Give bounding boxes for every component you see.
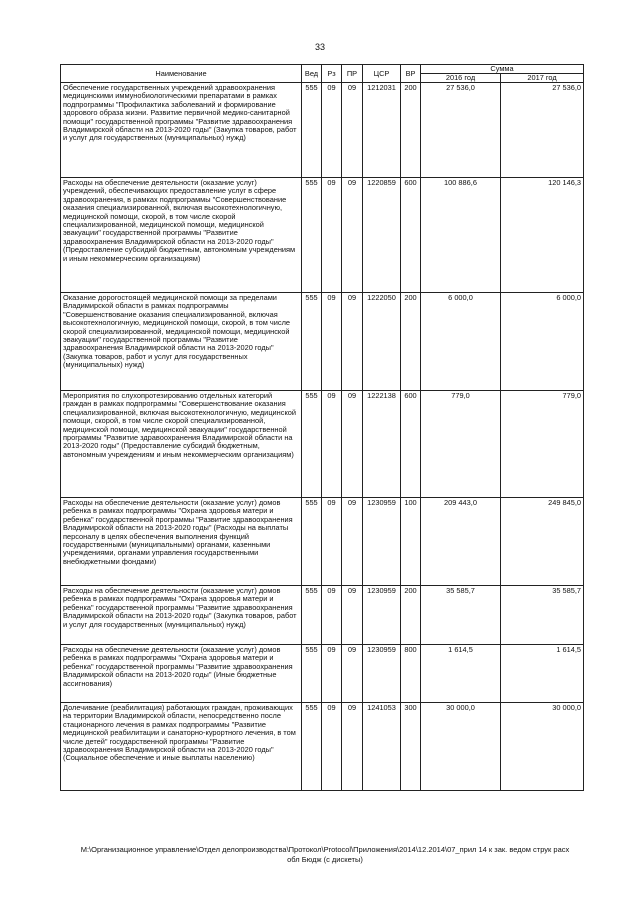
row-rz: 09: [322, 586, 342, 645]
row-csr: 1230959: [363, 498, 401, 586]
row-ved: 555: [302, 391, 322, 498]
row-rz: 09: [322, 293, 342, 391]
row-csr: 1230959: [363, 645, 401, 703]
row-name: Обеспечение государственных учреждений здравоохранения медицинскими иммунобиологическими препаратами в рамках подпрограммы "Профилактика заболеваний и формирование здорового образа жизни. Развитие первичной медико-санитарной помощи" государственной программы "Развитие здравоохранения Владимирской области на 2013-2020 годы" (Закупка товаров, работ и услуг для государственных (муниципальных) нужд): [61, 83, 302, 178]
header-ved: Вед: [302, 65, 322, 83]
file-path-line-2: обл Бюдж (с дискеты): [287, 855, 363, 864]
row-pr: 09: [342, 391, 363, 498]
header-year-2017: 2017 год: [501, 74, 584, 83]
row-rz: 09: [322, 498, 342, 586]
row-rz: 09: [322, 645, 342, 703]
row-csr: 1222050: [363, 293, 401, 391]
row-2017: 30 000,0: [501, 703, 584, 791]
header-name: Наименование: [61, 65, 302, 83]
row-ved: 555: [302, 83, 322, 178]
row-rz: 09: [322, 83, 342, 178]
row-2016: 6 000,0: [421, 293, 501, 391]
row-pr: 09: [342, 586, 363, 645]
row-ved: 555: [302, 586, 322, 645]
header-sum: Сумма: [421, 65, 584, 74]
table-row: [61, 703, 584, 791]
row-2017: 35 585,7: [501, 586, 584, 645]
row-rz: 09: [322, 178, 342, 293]
row-name: Мероприятия по слухопротезированию отдельных категорий граждан в рамках подпрограммы "Совершенствование оказания специализированной, включая высокотехнологичную, медицинской помощи, скорой, в том числе скорой специализированной, медицинской помощи, медицинской эвакуации" государственной программы "Развитие здравоохранения Владимирской области на 2013-2020 годы" (Предоставление субсидий бюджетным, автономным учреждениям и иным некоммерческим организациям): [61, 391, 302, 498]
row-csr: 1230959: [363, 586, 401, 645]
row-2016: 27 536,0: [421, 83, 501, 178]
row-2016: 1 614,5: [421, 645, 501, 703]
row-2016: 100 886,6: [421, 178, 501, 293]
header-year-2016: 2016 год: [421, 74, 501, 83]
table-row: [61, 645, 584, 703]
row-vr: 200: [401, 293, 421, 391]
row-vr: 800: [401, 645, 421, 703]
row-2017: 1 614,5: [501, 645, 584, 703]
row-name: Расходы на обеспечение деятельности (оказание услуг) домов ребенка в рамках подпрограммы "Охрана здоровья матери и ребенка" государственной программы "Развитие здравоохранения Владимирской области на 2013-2020 годы" (Закупка товаров, работ и услуг для государственных (муниципальных) нужд): [61, 586, 302, 645]
row-csr: 1220859: [363, 178, 401, 293]
table-row: [61, 586, 584, 645]
row-2017: 120 146,3: [501, 178, 584, 293]
table-row: [61, 391, 584, 498]
row-pr: 09: [342, 178, 363, 293]
row-2016: 779,0: [421, 391, 501, 498]
row-name: Расходы на обеспечение деятельности (оказание услуг) учреждений, обеспечивающих предоставление услуг в сфере здравоохранения, в рамках подпрограммы "Совершенствование оказания специализированной, включая высокотехнологичную, медицинской помощи, скорой, в том числе скорой специализированной, медицинской помощи, медицинской эвакуации" государственной программы "Развитие здравоохранения Владимирской области на 2013-2020 годы" (Предоставление субсидий бюджетным, автономным учреждениям и иным некоммерческим организациям): [61, 178, 302, 293]
row-pr: 09: [342, 83, 363, 178]
row-vr: 300: [401, 703, 421, 791]
table-row: [61, 178, 584, 293]
row-2017: 6 000,0: [501, 293, 584, 391]
header-csr: ЦСР: [363, 65, 401, 83]
row-2017: 779,0: [501, 391, 584, 498]
row-ved: 555: [302, 293, 322, 391]
row-rz: 09: [322, 703, 342, 791]
row-pr: 09: [342, 645, 363, 703]
row-2016: 30 000,0: [421, 703, 501, 791]
row-vr: 200: [401, 83, 421, 178]
row-2017: 249 845,0: [501, 498, 584, 586]
header-pr: ПР: [342, 65, 363, 83]
file-path-footer: [60, 845, 590, 865]
header-rz: Рз: [322, 65, 342, 83]
row-vr: 600: [401, 391, 421, 498]
row-csr: 1241053: [363, 703, 401, 791]
row-name: Расходы на обеспечение деятельности (оказание услуг) домов ребенка в рамках подпрограммы "Охрана здоровья матери и ребенка" государственной программы "Развитие здравоохранения Владимирской области на 2013-2020 годы" (Иные бюджетные ассигнования): [61, 645, 302, 703]
row-vr: 100: [401, 498, 421, 586]
row-2016: 35 585,7: [421, 586, 501, 645]
row-pr: 09: [342, 703, 363, 791]
row-name: Расходы на обеспечение деятельности (оказание услуг) домов ребенка в рамках подпрограммы "Охрана здоровья матери и ребенка" государственной программы "Развитие здравоохранения Владимирской области на 2013-2020 годы" (Расходы на выплаты персоналу в целях обеспечения выполнения функций государственными (муниципальными) органами, казенными учреждениями, органами управления государственными внебюджетными фондами): [61, 498, 302, 586]
row-ved: 555: [302, 178, 322, 293]
row-vr: 200: [401, 586, 421, 645]
row-name: Оказание дорогостоящей медицинской помощи за пределами Владимирской области в рамках подпрограммы "Совершенствование оказания специализированной, включая высокотехнологичную, медицинской помощи, скорой, в том числе скорой специализированной, медицинской помощи, медицинской эвакуации" государственной программы "Развитие здравоохранения Владимирской области на 2013-2020 годы" (Закупка товаров, работ и услуг для государственных (муниципальных) нужд): [61, 293, 302, 391]
row-name: Долечивание (реабилитация) работающих граждан, проживающих на территории Владимирской области, непосредственно после стационарного лечения в рамках подпрограммы "Развитие медицинской реабилитации и санаторно-курортного лечения, в том числе детей" государственной программы "Развитие здравоохранения Владимирской области на 2013-2020 годы" (Социальное обеспечение и иные выплаты населению): [61, 703, 302, 791]
file-path-line-1: M:\Организационное управление\Отдел делопроизводства\Протокол\Protocol\Приложения\2014\12.2014\07_прил 14 к зак. ведом струк расх: [80, 845, 570, 854]
row-ved: 555: [302, 645, 322, 703]
row-ved: 555: [302, 498, 322, 586]
row-rz: 09: [322, 391, 342, 498]
row-vr: 600: [401, 178, 421, 293]
page-number: 33: [314, 42, 325, 52]
row-pr: 09: [342, 498, 363, 586]
header-vr: ВР: [401, 65, 421, 83]
table-row: [61, 83, 584, 178]
row-pr: 09: [342, 293, 363, 391]
budget-table: [60, 64, 584, 791]
table-row: [61, 498, 584, 586]
row-2016: 209 443,0: [421, 498, 501, 586]
row-csr: 1212031: [363, 83, 401, 178]
row-ved: 555: [302, 703, 322, 791]
row-csr: 1222138: [363, 391, 401, 498]
table-row: [61, 293, 584, 391]
row-2017: 27 536,0: [501, 83, 584, 178]
